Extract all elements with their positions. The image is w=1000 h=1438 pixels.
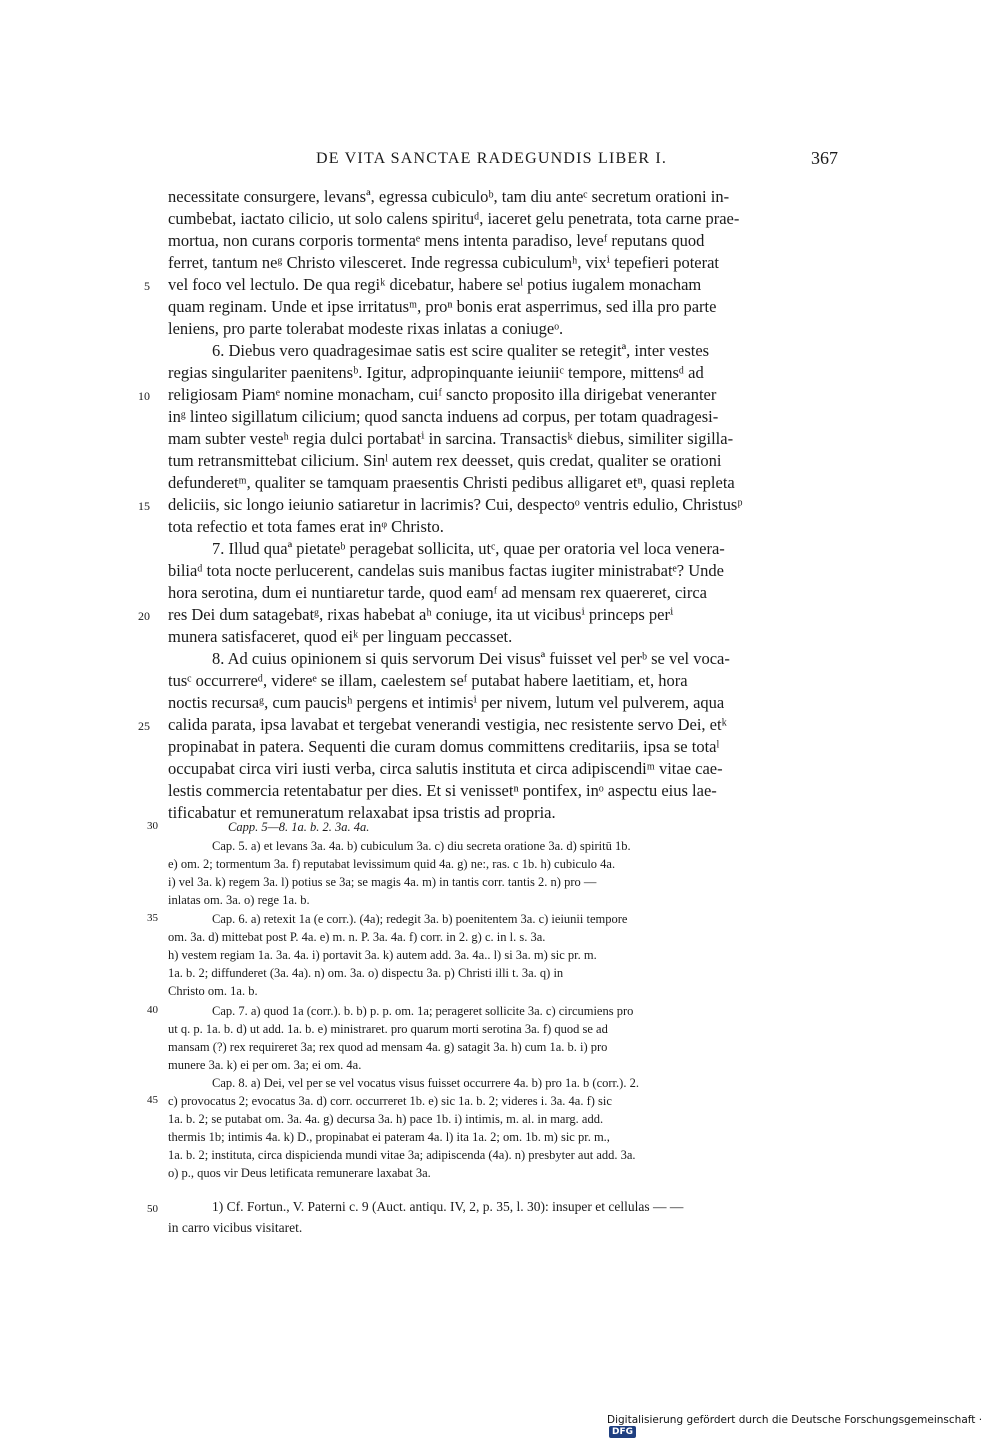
footnote-line: e) om. 2; tormentum 3a. f) reputabat levissimum quid 4a. g) ne:, ras. c 1b. h) cubiculo 4a.: [168, 857, 616, 871]
text-line: ferret, tantum neᵍ Christo vilesceret. Inde regressa cubiculumʰ, vixⁱ tepefieri poterat: [168, 253, 720, 272]
footnote-line: mansam (?) rex requireret 3a; rex quod ad mensam 4a. g) satagit 3a. h) cum 1a. b. i) pro: [168, 1040, 608, 1054]
footnote-line: in carro vicibus visitaret.: [168, 1220, 303, 1235]
footnote-line: Cap. 6. a) retexit 1a (e corr.). (4a); redegit 3a. b) poenitentem 3a. c) ieiunii tempore: [212, 912, 628, 926]
text-line: defunderetᵐ, qualiter se tamquam praesentis Christi pedibus alligaret etⁿ, quasi repleta: [168, 473, 735, 492]
footnote-line: i) vel 3a. k) regem 3a. l) potius se 3a; se magis 4a. m) in tantis corr. tantis 2. n) pro —: [168, 875, 597, 889]
line-number: 25: [138, 719, 150, 733]
footnote-line: Cap. 7. a) quod 1a (corr.). b. b) p. p. om. 1a; perageret sollicite 3a. c) circumiens pro: [212, 1004, 634, 1018]
footnote-line: Cap. 5. a) et levans 3a. 4a. b) cubiculum 3a. c) diu secreta oratione 3a. d) spiritū 1b.: [212, 839, 631, 853]
running-header: [168, 150, 838, 174]
footnote-line: 1a. b. 2; se putabat om. 3a. 4a. g) decursa 3a. h) pace 1b. i) intimis, m. al. in marg. add.: [168, 1112, 604, 1126]
text-line: occupabat circa viri iusti verba, circa salutis instituta et circa adipiscendiᵐ vitae cae-: [168, 759, 723, 778]
text-line: noctis recursaᵍ, cum paucisʰ pergens et intimisⁱ per nivem, lutum vel pulverem, aqua: [168, 693, 725, 712]
line-number: 10: [138, 389, 150, 403]
footnote-line: h) vestem regiam 1a. 3a. 4a. i) portavit 3a. k) autem add. 3a. 4a.. l) si 3a. m) sic pr. m.: [168, 948, 597, 962]
text-line: hora serotina, dum ei nuntiaretur tarde, quod eamᶠ ad mensam rex quaereret, circa: [168, 583, 707, 602]
footnote-line: o) p., quos vir Deus letificata remunerare laxabat 3a.: [168, 1166, 431, 1180]
footnote-line: 1a. b. 2; diffunderet (3a. 4a). n) om. 3a. o) dispectu 3a. p) Christi illi t. 3a. q) in: [168, 966, 564, 980]
line-number: 30: [147, 820, 158, 832]
text-line: tota refectio et tota fames erat inᵠ Christo.: [168, 517, 444, 536]
line-number: 50: [147, 1203, 158, 1215]
text-line: religiosam Piamᵉ nomine monacham, cuiᶠ sancto proposito illa dirigebat veneranter: [168, 385, 717, 404]
text-line: tificabatur et remuneratum relaxabat ipsa tristis ad propria.: [168, 803, 556, 822]
line-number: 45: [147, 1094, 158, 1106]
line-number: 20: [138, 609, 150, 623]
footnote-line: munere 3a. k) ei per om. 3a; ei om. 4a.: [168, 1058, 362, 1072]
footnote-line: Cap. 8. a) Dei, vel per se vel vocatus visus fuisset occurrere 4a. b) pro 1a. b (corr.). 2.: [212, 1076, 639, 1090]
footnote-line: 1) Cf. Fortun., V. Paterni c. 9 (Auct. antiqu. IV, 2, p. 35, l. 30): insuper et cellulas — —: [212, 1199, 684, 1214]
footnote-line: Capp. 5—8. 1a. b. 2. 3a. 4a.: [228, 820, 370, 834]
text-line: quam reginam. Unde et ipse irritatusᵐ, proⁿ bonis erat asperrimus, sed illa pro parte: [168, 297, 717, 316]
text-line: necessitate consurgere, levansª, egressa cubiculoᵇ, tam diu anteᶜ secretum orationi in-: [168, 187, 730, 206]
dfg-logo: DFG: [609, 1426, 636, 1438]
text-line: leniens, pro parte tolerabat modeste rixas inlatas a coniugeᵒ.: [168, 319, 564, 338]
text-line: 7. Illud quaª pietateᵇ peragebat sollicita, utᶜ, quae per oratoria vel loca venera-: [212, 539, 725, 558]
footnote-line: thermis 1b; intimis 4a. k) D., propinabat ei pateram 4a. l) ita 1a. 2; om. 1b. m) sic pr. m.,: [168, 1130, 610, 1144]
text-line: 6. Diebus vero quadragesimae satis est scire qualiter se retegitª, inter vestes: [212, 341, 710, 360]
footnote-line: om. 3a. d) mittebat post P. 4a. e) m. n. P. 3a. 4a. f) corr. in 2. g) c. in l. s. 3a.: [168, 930, 546, 944]
footnote-line: inlatas om. 3a. o) rege 1a. b.: [168, 893, 310, 907]
text-line: tum retransmittebat cilicium. Sinˡ autem rex deesset, quis credat, qualiter se orationi: [168, 451, 722, 470]
running-title: DE VITA SANCTAE RADEGUNDIS LIBER I.: [316, 150, 668, 167]
line-number: 5: [144, 279, 150, 293]
text-line: lestis commercia retentabatur per dies. Et si venissetⁿ pontifex, inᵒ aspectu eius lae-: [168, 781, 717, 800]
text-line: biliaᵈ tota nocte perlucerent, candelas suis manibus factas iugiter ministrabatᵉ? Unde: [168, 561, 724, 580]
credit-text: Digitalisierung gefördert durch die Deutsche Forschungsgemeinschaft ·: [607, 1414, 983, 1426]
text-line: mortua, non curans corporis tormentaᵉ mens intenta paradiso, leveᶠ reputans quod: [168, 231, 705, 250]
text-line: 8. Ad cuius opinionem si quis servorum Dei visusª fuisset vel perᵇ se vel voca-: [212, 649, 730, 668]
text-line: propinabat in patera. Sequenti die curam domus committens creditariis, ipsa se totaˡ: [168, 737, 720, 756]
line-number: 15: [138, 499, 150, 513]
digitization-credit: [607, 1414, 1000, 1438]
text-line: munera satisfaceret, quod eiᵏ per linguam peccasset.: [168, 627, 513, 646]
text-line: calida parata, ipsa lavabat et tergebat venerandi vestigia, nec resistente servo Dei, etᵏ: [168, 715, 727, 734]
text-line: res Dei dum satagebatᵍ, rixas habebat aʰ coniuge, ita ut vicibusⁱ princeps perⁱ: [168, 605, 674, 624]
text-line: tusᶜ occurrereᵈ, videreᵉ se illam, caelestem seᶠ putabat habere laetitiam, et, hora: [168, 671, 688, 690]
text-line: deliciis, sic longo ieiunio satiaretur in lacrimis? Cui, despectoᵒ ventris edulio, Christusᵖ: [168, 495, 743, 514]
footnote-line: c) provocatus 2; evocatus 3a. d) corr. occurreret 1b. e) sic 1a. b. 2; videres i. 3a. 4a. f) sic: [168, 1094, 612, 1108]
footnote-line: Christo om. 1a. b.: [168, 984, 258, 998]
line-number: 40: [147, 1004, 158, 1016]
text-line: inᵍ linteo sigillatum cilicium; quod sancta induens ad corpus, per totam quadragesi-: [168, 407, 719, 426]
footnote-line: ut q. p. 1a. b. d) ut add. 1a. b. e) ministraret. pro quarum morti serotina 3a. f) quod se ad: [168, 1022, 608, 1036]
text-line: vel foco vel lectulo. De qua regiᵏ dicebatur, habere seˡ potius iugalem monacham: [168, 275, 702, 294]
text-line: cumbebat, iactato cilicio, ut solo calens spirituᵈ, iaceret gelu penetrata, tota carne prae-: [168, 209, 740, 228]
text-line: mam subter vesteʰ regia dulci portabatⁱ in sarcina. Transactisᵏ diebus, similiter sigilla-: [168, 429, 734, 448]
line-number: 35: [147, 912, 158, 924]
text-line: regias singulariter paenitensᵇ. Igitur, adpropinquante ieiuniiᶜ tempore, mittensᵈ ad: [168, 363, 704, 382]
footnote-line: 1a. b. 2; instituta, circa dispicienda mundi vitae 3a; adipiscenda (4a). n) presbyter aut add. 3a.: [168, 1148, 636, 1162]
page-number: 367: [811, 148, 838, 168]
